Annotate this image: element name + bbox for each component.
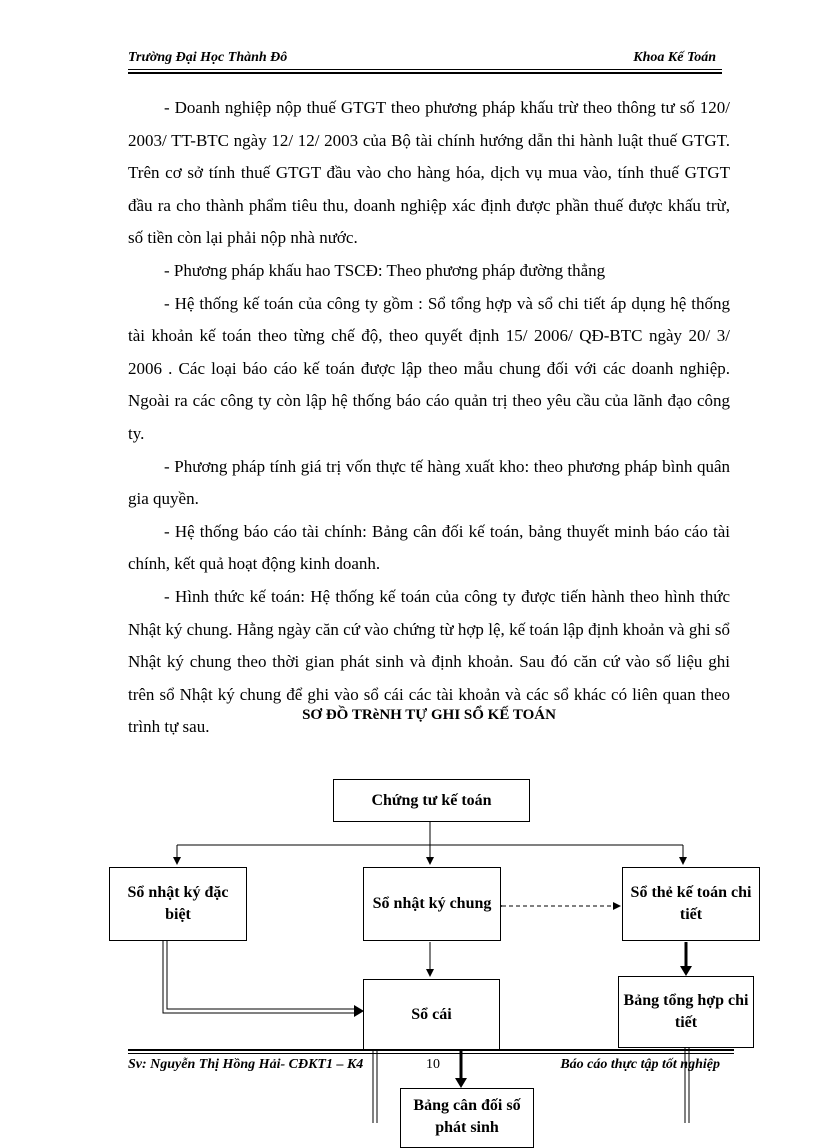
box-so-nhat-ky-chung: Sổ nhật ký chung — [363, 867, 501, 941]
footer-report: Báo cáo thực tập tốt nghiệp — [560, 1057, 720, 1072]
header-faculty: Khoa Kế Toán — [633, 50, 716, 65]
box-so-nhat-ky-dac-biet: Sổ nhật ký đặc biệt — [109, 867, 247, 941]
page-number: 10 — [426, 1057, 440, 1072]
arrowhead — [680, 966, 692, 976]
box-bang-can-doi: Bảng cân đối số phát sinh — [400, 1088, 534, 1148]
paragraph: - Hệ thống kế toán của công ty gồm : Sổ tổng hợp và sổ chi tiết áp dụng hệ thống tài khoản kế toán theo từng chế độ, theo quyết định 15/ 2006/ QĐ-BTC ngày 20/ 3/ 2006 . Các loại báo cáo kế toán được lập theo mẫu chung đối với các doanh nghiệp. Ngoài ra các công ty còn lập hệ thống báo cáo quản trị theo yêu cầu của lãnh đạo công ty. — [128, 293, 730, 443]
box-bang-tong-hop: Bảng tổng hợp chi tiết — [618, 976, 754, 1048]
double-connector — [167, 940, 356, 1009]
paragraph: - Hình thức kế toán: Hệ thống kế toán của công ty được tiến hành theo hình thức Nhật ký chung. Hằng ngày căn cứ vào chứng từ hợp lệ, kế toán lập định khoản và ghi sổ Nhật ký chung theo thời gian phát sinh và định khoản. Sau đó căn cứ vào số liệu ghi trên sổ Nhật ký chung để ghi vào sổ cái các tài khoản và các sổ khác có liên quan theo trình tự sau. — [128, 586, 730, 737]
footer-divider-thick — [128, 1049, 734, 1051]
box-chung-tu: Chứng tư kế toán — [333, 779, 530, 822]
double-connector — [163, 940, 356, 1013]
paragraph: - Phương pháp tính giá trị vốn thực tế hàng xuất kho: theo phương pháp bình quân gia quyền. — [128, 456, 730, 509]
header-school: Trường Đại Học Thành Đô — [128, 50, 288, 65]
box-so-the-chi-tiet: Sổ thẻ kế toán chi tiết — [622, 867, 760, 941]
paragraph: - Hệ thống báo cáo tài chính: Bảng cân đối kế toán, bảng thuyết minh báo cáo tài chính, kết quả hoạt động kinh doanh. — [128, 521, 730, 574]
footer-student: Sv: Nguyễn Thị Hồng Hải- CĐKT1 – K4 — [128, 1057, 364, 1072]
diagram-title: SƠ ĐỒ TRèNH TỰ GHI SỔ KẾ TOÁN — [302, 707, 556, 723]
page-footer — [128, 1057, 734, 1079]
paragraph: - Doanh nghiệp nộp thuế GTGT theo phương pháp khấu trừ theo thông tư số 120/ 2003/ TT-BTC ngày 12/ 12/ 2003 của Bộ tài chính hướng dẫn thi hành luật thuế GTGT. Trên cơ sở tính thuế GTGT đầu vào cho hàng hóa, dịch vụ mua vào, tính thuế GTGT đầu ra cho thành phẩm tiêu thu, doanh nghiệp xác định được phần thuế được khấu trừ, số tiền còn lại phải nộp nhà nước. — [128, 98, 730, 248]
footer-divider — [128, 1053, 734, 1054]
arrowhead — [455, 1078, 467, 1088]
paragraph: - Phương pháp khấu hao TSCĐ: Theo phương pháp đường thẳng — [164, 260, 606, 280]
box-so-cai: Sổ cái — [363, 979, 500, 1051]
